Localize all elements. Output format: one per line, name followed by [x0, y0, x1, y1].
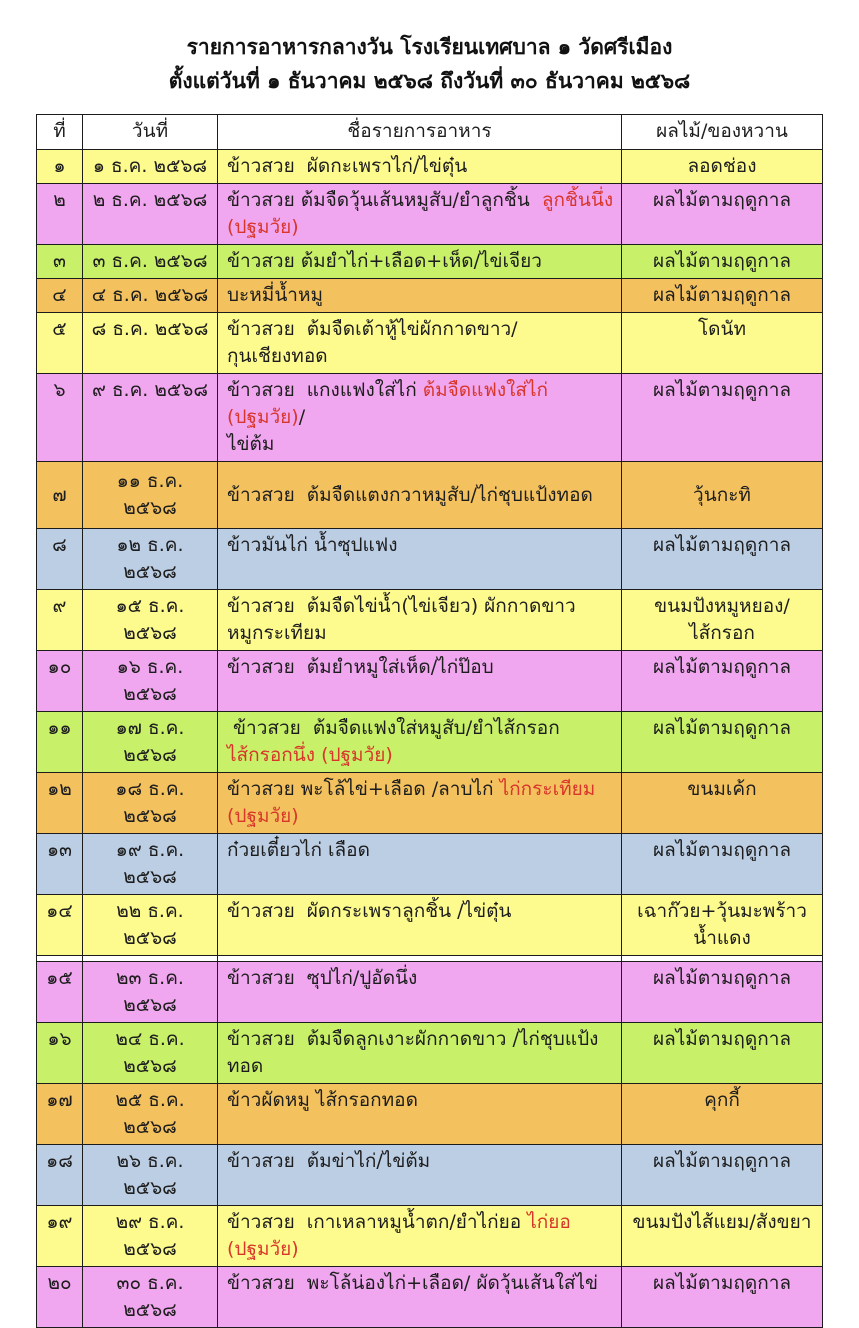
row-number-cell: ๑ [37, 150, 83, 184]
date-cell: ๘ ธ.ค. ๒๕๖๘ [83, 313, 218, 374]
menu-text-highlight: ต้มจืดแฟงใส่ไก่ (ปฐมวัย) [227, 379, 555, 428]
text-line [227, 1087, 615, 1114]
text-line [227, 377, 615, 431]
date-cell: ๓ ธ.ค. ๒๕๖๘ [83, 245, 218, 279]
text-line [227, 153, 615, 180]
menu-text: ก๋วยเตี๋ยวไก่ เลือด [227, 839, 370, 861]
table-row [37, 184, 823, 245]
dessert-cell [622, 313, 823, 374]
dessert-text: เฉาก๊วย+วุ้นมะพร้าว [637, 900, 807, 922]
table-row [37, 150, 823, 184]
text-line [626, 482, 818, 509]
dessert-text: ผลไม้ตามฤดูกาล [652, 967, 792, 989]
menu-text: ข้าวสวย ต้มจืดวุ้นเส้นหมูสับ/ยำลูกชิ้น [227, 189, 542, 211]
menu-cell [218, 773, 622, 834]
date-cell: ๒๖ ธ.ค. ๒๕๖๘ [83, 1145, 218, 1206]
table-row [37, 1023, 823, 1084]
dessert-text: ผลไม้ตามฤดูกาล [652, 1150, 792, 1172]
page-title [0, 30, 859, 98]
date-cell: ๑ ธ.ค. ๒๕๖๘ [83, 150, 218, 184]
row-number-cell: ๑๕ [37, 962, 83, 1023]
date-cell: ๒๕ ธ.ค. ๒๕๖๘ [83, 1084, 218, 1145]
row-number-cell: ๒ [37, 184, 83, 245]
dessert-cell [622, 529, 823, 590]
menu-cell [218, 184, 622, 245]
menu-cell [218, 245, 622, 279]
menu-text: ข้าวสวย ผัดกระเพราลูกชิ้น /ไข่ตุ๋น [227, 900, 512, 922]
text-line [227, 482, 615, 509]
dessert-text: โดนัท [697, 318, 747, 340]
date-cell: ๑๒ ธ.ค. ๒๕๖๘ [83, 529, 218, 590]
dessert-cell [622, 590, 823, 651]
date-cell: ๒๙ ธ.ค. ๒๕๖๘ [83, 1206, 218, 1267]
dessert-cell [622, 834, 823, 895]
menu-text-highlight: ไก่กระเทียม (ปฐมวัย) [227, 778, 602, 827]
menu-text: ข้าวสวย ซุปไก่/ปูอัดนึ่ง [227, 967, 418, 989]
table-row [37, 773, 823, 834]
dessert-cell [622, 651, 823, 712]
text-line [626, 965, 818, 992]
text-line [227, 837, 615, 864]
table-header [37, 115, 823, 150]
text-line [227, 248, 615, 275]
menu-text: ข้าวสวย ต้มข่าไก่/ไข่ต้ม [227, 1150, 431, 1172]
text-line [227, 1209, 615, 1263]
row-number-cell: ๑๗ [37, 1084, 83, 1145]
date-cell: ๑๙ ธ.ค. ๒๕๖๘ [83, 834, 218, 895]
dessert-text: คุกกี้ [704, 1089, 740, 1111]
row-number-cell: ๘ [37, 529, 83, 590]
column-header-menu: ชื่อรายการอาหาร [218, 115, 622, 150]
menu-cell [218, 1145, 622, 1206]
dessert-text: ผลไม้ตามฤดูกาล [652, 189, 792, 211]
text-line [626, 1148, 818, 1175]
table-row [37, 895, 823, 956]
text-line [626, 377, 818, 404]
row-number-cell: ๑๘ [37, 1145, 83, 1206]
row-number-cell: ๖ [37, 374, 83, 462]
date-cell: ๑๘ ธ.ค. ๒๕๖๘ [83, 773, 218, 834]
menu-text: ข้าวสวย ต้มยำหมูใส่เห็ด/ไก่ป๊อบ [227, 656, 494, 678]
table-row [37, 374, 823, 462]
row-number-cell: ๔ [37, 279, 83, 313]
menu-cell [218, 962, 622, 1023]
text-line [626, 1087, 818, 1114]
text-line [227, 654, 615, 681]
dessert-cell [622, 962, 823, 1023]
dessert-text: ขนมปังหมูหยอง/ไส้กรอก [654, 595, 790, 644]
row-number-cell: ๓ [37, 245, 83, 279]
menu-text: ข้าวมันไก่ น้ำซุปแฟง [227, 534, 398, 556]
text-line [626, 654, 818, 681]
text-line [227, 742, 615, 769]
date-cell: ๒๓ ธ.ค. ๒๕๖๘ [83, 962, 218, 1023]
text-line [227, 715, 615, 742]
dessert-text: ผลไม้ตามฤดูกาล [652, 284, 792, 306]
row-number-cell: ๑๙ [37, 1206, 83, 1267]
row-number-cell: ๒๐ [37, 1267, 83, 1328]
dessert-cell [622, 374, 823, 462]
table-row [37, 1206, 823, 1267]
menu-text: ข้าวสวย แกงแฟงใส่ไก่ [227, 379, 423, 401]
date-cell: ๒ ธ.ค. ๒๕๖๘ [83, 184, 218, 245]
menu-cell [218, 374, 622, 462]
menu-text: ข้าวสวย ต้มจืดแตงกวาหมูสับ/ไก่ชุบแป้งทอด [227, 483, 593, 506]
menu-text-highlight: ลูกชิ้นนึ่ง [541, 189, 614, 211]
date-cell: ๓๐ ธ.ค. ๒๕๖๘ [83, 1267, 218, 1328]
dessert-text: ผลไม้ตามฤดูกาล [652, 379, 792, 401]
dessert-cell [622, 1267, 823, 1328]
text-line [626, 925, 818, 952]
dessert-cell [622, 245, 823, 279]
table-row [37, 1084, 823, 1145]
menu-text: ข้าวสวย พะโล้ไข่+เลือด /ลาบไก่ [227, 778, 500, 800]
dessert-cell [622, 1145, 823, 1206]
table-row [37, 834, 823, 895]
menu-text-highlight: ไก่ยอ (ปฐมวัย) [227, 1211, 577, 1260]
row-number-cell: ๑๒ [37, 773, 83, 834]
table-row [37, 651, 823, 712]
menu-text: / [298, 406, 306, 428]
menu-cell [218, 895, 622, 956]
text-line [626, 1026, 818, 1053]
row-number-cell: ๑๐ [37, 651, 83, 712]
dessert-text: ผลไม้ตามฤดูกาล [652, 1028, 792, 1050]
menu-text: ข้าวสวย ต้มยำไก่+เลือด+เห็ด/ไข่เจียว [227, 250, 542, 272]
row-number-cell: ๙ [37, 590, 83, 651]
dessert-text: ขนมปังไส้แยม/สังขยา [632, 1211, 812, 1233]
dessert-text: ขนมเค้ก [687, 778, 757, 800]
text-line [227, 898, 615, 925]
row-number-cell: ๑๔ [37, 895, 83, 956]
dessert-cell [622, 773, 823, 834]
dessert-cell [622, 462, 823, 529]
menu-cell [218, 529, 622, 590]
menu-text: หมูกระเทียม [227, 622, 327, 644]
dessert-cell [622, 895, 823, 956]
text-line [227, 343, 615, 370]
table-row [37, 1267, 823, 1328]
date-cell: ๑๗ ธ.ค. ๒๕๖๘ [83, 712, 218, 773]
text-line [227, 282, 615, 309]
menu-cell [218, 590, 622, 651]
dessert-text: ลอดช่อง [687, 155, 757, 177]
menu-text: บะหมี่น้ำหมู [227, 284, 324, 306]
menu-text: ข้าวสวย ต้มจืดแฟงใส่หมูสับ/ยำไส้กรอก [227, 717, 560, 739]
menu-text: ข้าวสวย เกาเหลาหมูน้ำตก/ยำไก่ยอ [227, 1211, 528, 1233]
row-number-cell: ๑๖ [37, 1023, 83, 1084]
date-cell: ๔ ธ.ค. ๒๕๖๘ [83, 279, 218, 313]
dessert-text: ผลไม้ตามฤดูกาล [652, 1272, 792, 1294]
dessert-text: ผลไม้ตามฤดูกาล [652, 534, 792, 556]
dessert-cell [622, 1084, 823, 1145]
menu-cell [218, 279, 622, 313]
menu-text-highlight: (ปฐมวัย) [227, 216, 299, 238]
column-header-dessert: ผลไม้/ของหวาน [622, 115, 823, 150]
menu-cell [218, 651, 622, 712]
table-row [37, 712, 823, 773]
dessert-cell [622, 1206, 823, 1267]
dessert-text: น้ำแดง [693, 927, 751, 949]
menu-cell [218, 462, 622, 529]
text-line [227, 316, 615, 343]
text-line [626, 593, 818, 647]
menu-cell [218, 1267, 622, 1328]
row-number-cell: ๑๓ [37, 834, 83, 895]
menu-text-highlight: ไส้กรอกนึ่ง (ปฐมวัย) [227, 744, 393, 766]
menu-text: ข้าวสวย ต้มจืดลูกเงาะผักกาดขาว /ไก่ชุบแป้งทอด [227, 1028, 599, 1077]
menu-text: ข้าวสวย ผัดกะเพราไก่/ไข่ตุ๋น [227, 155, 468, 177]
table-row [37, 962, 823, 1023]
menu-cell [218, 1023, 622, 1084]
text-line [227, 965, 615, 992]
menu-cell [218, 712, 622, 773]
row-number-cell: ๕ [37, 313, 83, 374]
menu-cell [218, 150, 622, 184]
date-cell: ๑๕ ธ.ค. ๒๕๖๘ [83, 590, 218, 651]
text-line [626, 776, 818, 803]
menu-text: ข้าวสวย พะโล้น่องไก่+เลือด/ ผัดวุ้นเส้นใส่ไข่ [227, 1272, 598, 1294]
text-line [227, 214, 615, 241]
menu-text: ข้าวผัดหมู ไส้กรอกทอด [227, 1089, 418, 1111]
text-line [626, 1209, 818, 1236]
menu-cell [218, 1084, 622, 1145]
page-title-line1: รายการอาหารกลางวัน โรงเรียนเทศบาล ๑ วัดศรีเมือง [186, 35, 673, 59]
text-line [227, 1270, 615, 1297]
date-cell: ๒๒ ธ.ค. ๒๕๖๘ [83, 895, 218, 956]
row-number-cell: ๗ [37, 462, 83, 529]
text-line [227, 187, 615, 214]
dessert-text: ผลไม้ตามฤดูกาล [652, 839, 792, 861]
header-row [37, 115, 823, 150]
menu-text: ไข่ต้ม [227, 433, 275, 455]
dessert-cell [622, 1023, 823, 1084]
table-row [37, 313, 823, 374]
text-line [626, 715, 818, 742]
date-cell: ๑๖ ธ.ค. ๒๕๖๘ [83, 651, 218, 712]
column-header-date: วันที่ [83, 115, 218, 150]
text-line [227, 620, 615, 647]
text-line [626, 532, 818, 559]
table-row [37, 462, 823, 529]
menu-text: ข้าวสวย ต้มจืดไข่น้ำ(ไข่เจียว) ผักกาดขาว [227, 595, 576, 617]
text-line [626, 282, 818, 309]
menu-cell [218, 313, 622, 374]
table-row [37, 590, 823, 651]
text-line [227, 431, 615, 458]
dessert-text: ผลไม้ตามฤดูกาล [652, 656, 792, 678]
menu-text: ข้าวสวย ต้มจืดเต้าหู้ไข่ผักกาดขาว/ [227, 318, 518, 340]
page-title-line2: ตั้งแต่วันที่ ๑ ธันวาคม ๒๕๖๘ ถึงวันที่ ๓๐ ธันวาคม ๒๕๖๘ [168, 69, 691, 93]
lunch-menu-table [36, 114, 823, 1328]
text-line [227, 593, 615, 620]
text-line [227, 532, 615, 559]
dessert-text: ผลไม้ตามฤดูกาล [652, 717, 792, 739]
dessert-cell [622, 712, 823, 773]
table-row [37, 245, 823, 279]
menu-table-body [37, 150, 823, 1328]
text-line [626, 1270, 818, 1297]
dessert-cell [622, 150, 823, 184]
text-line [626, 187, 818, 214]
text-line [227, 776, 615, 830]
text-line [626, 316, 818, 343]
date-cell: ๒๔ ธ.ค. ๒๕๖๘ [83, 1023, 218, 1084]
text-line [626, 248, 818, 275]
text-line [227, 1026, 615, 1080]
date-cell: ๑๑ ธ.ค. ๒๕๖๘ [83, 462, 218, 529]
table-row [37, 529, 823, 590]
dessert-cell [622, 279, 823, 313]
text-line [626, 153, 818, 180]
date-cell: ๙ ธ.ค. ๒๕๖๘ [83, 374, 218, 462]
column-header-no: ที่ [37, 115, 83, 150]
text-line [227, 1148, 615, 1175]
dessert-cell [622, 184, 823, 245]
menu-text: กุนเชียงทอด [227, 345, 328, 367]
menu-cell [218, 834, 622, 895]
dessert-text: วุ้นกะทิ [693, 483, 751, 506]
text-line [626, 898, 818, 925]
table-row [37, 1145, 823, 1206]
menu-cell [218, 1206, 622, 1267]
table-row [37, 279, 823, 313]
row-number-cell: ๑๑ [37, 712, 83, 773]
text-line [626, 837, 818, 864]
dessert-text: ผลไม้ตามฤดูกาล [652, 250, 792, 272]
